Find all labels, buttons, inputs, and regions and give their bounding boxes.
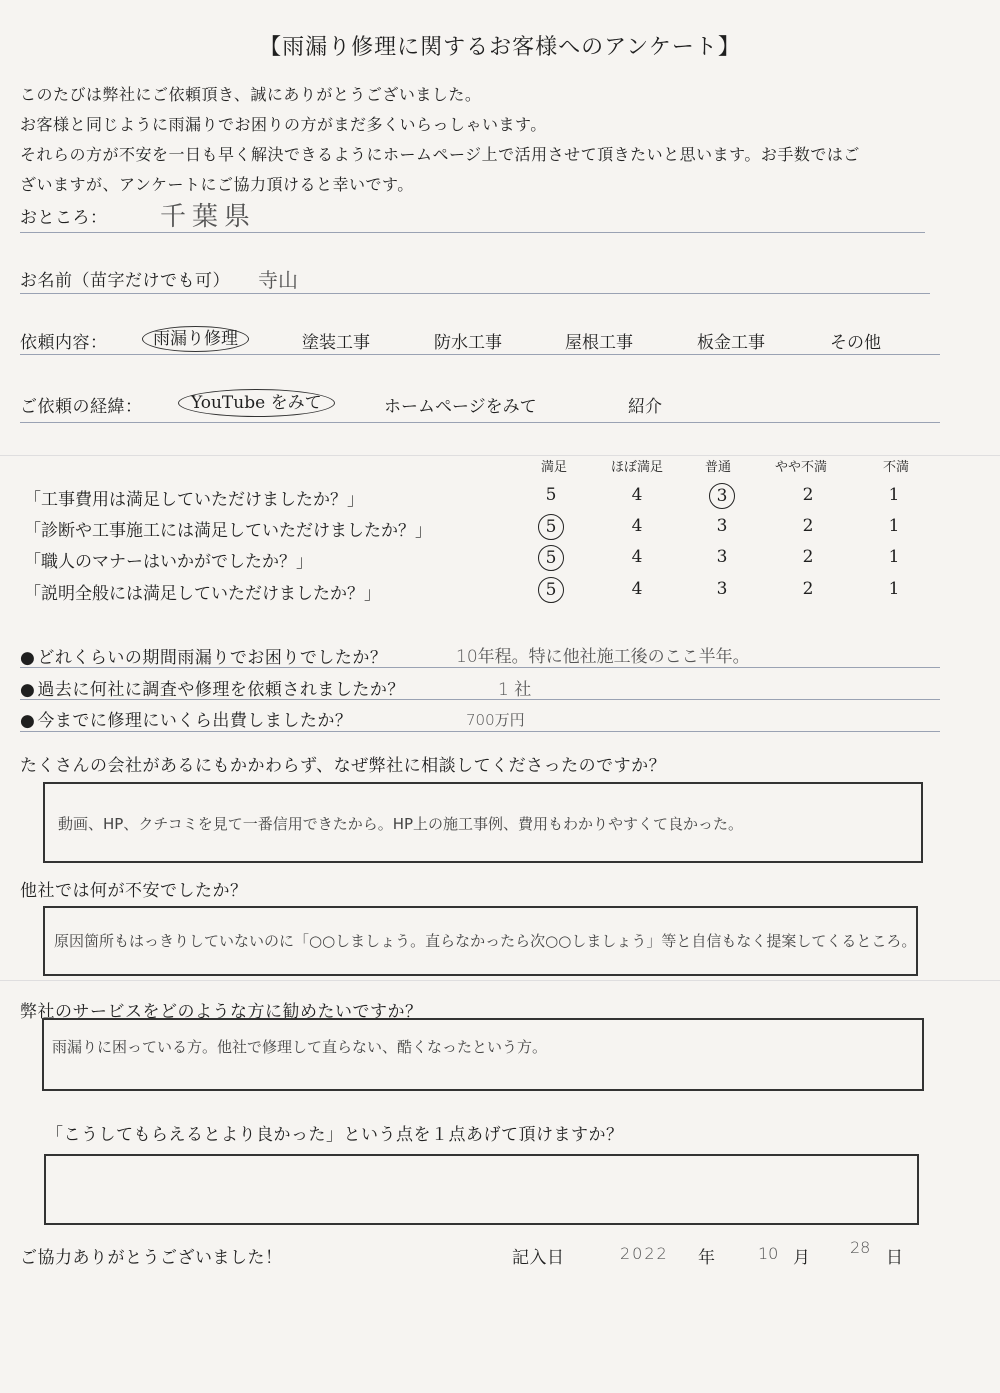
answer-text-recommend: 雨漏りに困っている方。他社で修理して直らない、酷くなったという方。 — [52, 1038, 548, 1056]
answer-text-concerns: 原因箇所もはっきりしていないのに「○○しましょう。直らなかったら次○○しましょう」等と自信もなく提案してくるところ。 — [54, 932, 917, 950]
source-option-homepage: ホームページをみて — [384, 397, 537, 417]
bullet-answer-companies: 1 社 — [498, 680, 532, 700]
rating-value-2: 2 — [802, 547, 814, 567]
name-label: お名前（苗字だけでも可） — [20, 271, 230, 291]
name-value: 寺山 — [258, 268, 298, 292]
source-line — [20, 422, 940, 423]
request-option-waterproofing: 防水工事 — [434, 333, 502, 353]
date-day: 28 — [850, 1238, 871, 1257]
rating-value-5-selected: 5 — [536, 514, 566, 540]
rating-header-dissatisfied: 不満 — [882, 460, 909, 475]
date-month-unit: 月 — [793, 1248, 811, 1268]
rating-value-4: 4 — [631, 485, 643, 505]
bullet-line — [20, 667, 940, 668]
open-question-recommend: 弊社のサービスをどのような方に勧めたいですか？ — [20, 1002, 423, 1022]
request-option-other: その他 — [830, 333, 881, 353]
open-question-concerns: 他社では何が不安でしたか？ — [20, 881, 248, 901]
date-year-unit: 年 — [698, 1248, 716, 1268]
bullet-answer-duration: 10年程。特に他社施工後のここ半年。 — [456, 647, 750, 667]
open-question-reason: たくさんの会社があるにもかかわらず、なぜ弊社に相談してくださったのですか？ — [20, 756, 667, 776]
bullet-answer-expense: 700万円 — [466, 711, 525, 729]
bullet-line — [20, 731, 940, 732]
request-option-painting: 塗装工事 — [302, 333, 370, 353]
address-label: おところ： — [20, 208, 108, 228]
date-month: 10 — [758, 1244, 779, 1263]
open-question-improvement: 「こうしてもらえるとより良かった」という点を１点あげて頂けますか？ — [46, 1125, 624, 1145]
rating-header-somewhat-dissatisfied: やや不満 — [774, 460, 827, 475]
rating-value-1: 1 — [888, 516, 900, 536]
rating-value-2: 2 — [802, 579, 814, 599]
paper-fold — [0, 980, 1000, 981]
rating-header-neutral: 普通 — [704, 460, 731, 475]
rating-question: 「工事費用は満足していただけましたか？」 — [24, 490, 364, 510]
source-option-referral: 紹介 — [628, 397, 662, 417]
date-label: 記入日 — [512, 1248, 565, 1268]
rating-question: 「職人のマナーはいかがでしたか？」 — [24, 552, 313, 572]
request-option-roofing: 屋根工事 — [565, 333, 633, 353]
bullet-question-companies: ● 過去に何社に調査や修理を依頼されましたか？ — [20, 675, 405, 700]
rating-value-3: 3 — [716, 579, 728, 599]
footer-thanks: ご協力ありがとうございました！ — [20, 1248, 283, 1268]
rating-value-5: 5 — [545, 485, 557, 505]
source-label: ご依頼の経緯： — [20, 397, 143, 417]
bullet-question-expense: ● 今までに修理にいくら出費しましたか？ — [20, 706, 352, 731]
bullet-line — [20, 699, 940, 700]
rating-value-3: 3 — [716, 516, 728, 536]
rating-value-5-selected: 5 — [536, 577, 566, 603]
rating-value-4: 4 — [631, 579, 643, 599]
request-option-sheet-metal: 板金工事 — [697, 333, 765, 353]
address-value: 千葉県 — [160, 202, 257, 232]
intro-line-1: このたびは弊社にご依頼頂き、誠にありがとうございました。 — [20, 85, 482, 104]
rating-value-2: 2 — [802, 516, 814, 536]
source-option-youtube: YouTube をみて — [178, 388, 335, 413]
answer-box-improvement — [44, 1154, 919, 1225]
rating-value-3: 3 — [716, 547, 728, 567]
address-line — [20, 232, 925, 233]
rating-question: 「診断や工事施工には満足していただけましたか？」 — [24, 521, 432, 541]
rating-header-mostly-satisfied: ほぼ満足 — [610, 460, 663, 475]
rating-value-5-selected: 5 — [536, 545, 566, 571]
request-line — [20, 354, 940, 355]
rating-value-1: 1 — [888, 579, 900, 599]
date-year: 2022 — [620, 1244, 669, 1263]
rating-question: 「説明全般には満足していただけましたか？」 — [24, 584, 381, 604]
date-day-unit: 日 — [886, 1248, 904, 1268]
request-option-leak-repair: 雨漏り修理 — [142, 324, 249, 349]
name-line — [20, 293, 930, 294]
rating-value-2: 2 — [802, 485, 814, 505]
rating-value-1: 1 — [888, 547, 900, 567]
rating-value-4: 4 — [631, 547, 643, 567]
rating-value-1: 1 — [888, 485, 900, 505]
rating-value-3-selected: 3 — [707, 483, 737, 509]
bullet-question-duration: ● どれくらいの期間雨漏りでお困りでしたか？ — [20, 643, 387, 668]
page-title: 【雨漏り修理に関するお客様へのアンケート】 — [259, 35, 741, 60]
rating-value-4: 4 — [631, 516, 643, 536]
intro-line-3: それらの方が不安を一日も早く解決できるようにホームページ上で活用させて頂きたいと思います。お手数ではご — [20, 145, 860, 164]
intro-line-2: お客様と同じように雨漏りでお困りの方がまだ多くいらっしゃいます。 — [20, 115, 547, 134]
intro-line-4: ざいますが、アンケートにご協力頂けると幸いです。 — [20, 175, 414, 194]
request-label: 依頼内容： — [20, 333, 108, 353]
rating-header-satisfied: 満足 — [540, 460, 567, 475]
paper-fold — [0, 455, 1000, 456]
answer-text-reason: 動画、HP、クチコミを見て一番信用できたから。HP上の施工事例、費用もわかりやすくて良かった。 — [58, 815, 744, 833]
